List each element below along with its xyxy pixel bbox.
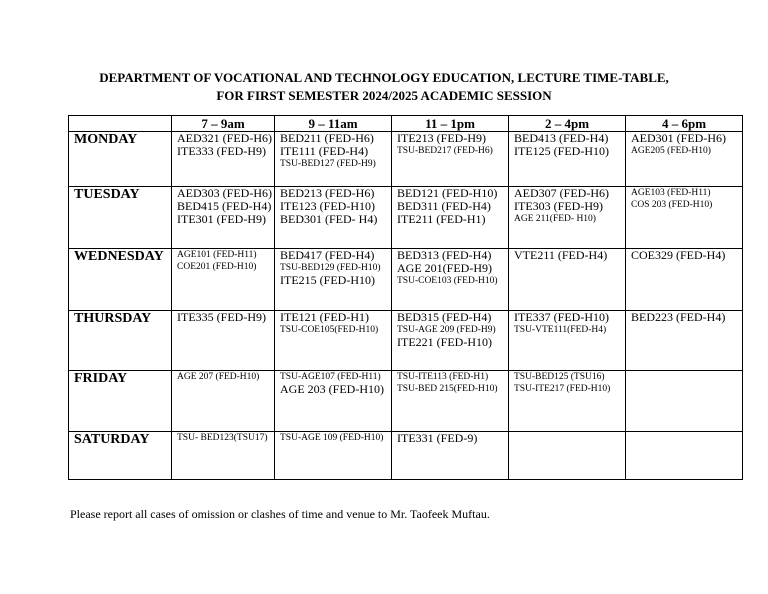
course-entry: TSU-VTE111(FED-H4) [514, 325, 607, 335]
timetable-cell [275, 311, 392, 371]
header-slot-4-6pm: 4 – 6pm [626, 116, 743, 132]
timetable-cell [509, 371, 626, 432]
course-entry: ITE335 (FED-H9) [177, 311, 266, 324]
timetable-row-monday [69, 132, 743, 187]
timetable-cell [626, 311, 743, 371]
timetable-cell [626, 249, 743, 311]
timetable-cell [626, 432, 743, 480]
title-line-2: FOR FIRST SEMESTER 2024/2025 ACADEMIC SESSION [216, 88, 552, 103]
header-slot-7-9am: 7 – 9am [172, 116, 275, 132]
course-entry: COE201 (FED-H10) [177, 262, 257, 272]
course-entry: BED211 (FED-H6) [280, 132, 374, 145]
course-entry: TSU-AGE 109 (FED-H10) [280, 433, 384, 443]
footer-note: Please report all cases of omission or clashes of time and venue to Mr. Taofeek Muftau. [70, 507, 490, 521]
course-entry: BED315 (FED-H4) [397, 311, 492, 324]
course-entry: ITE215 (FED-H10) [280, 274, 375, 287]
header-slot-11-1pm: 11 – 1pm [392, 116, 509, 132]
day-label: WEDNESDAY [69, 249, 172, 311]
course-entry: TSU-BED127 (FED-H9) [280, 159, 376, 169]
day-label: FRIDAY [69, 371, 172, 432]
course-entry: AED301 (FED-H6) [631, 132, 726, 145]
course-entry: ITE123 (FED-H10) [280, 200, 375, 213]
course-entry: TSU-ITE113 (FED-H1) [397, 372, 489, 382]
timetable-header-row [69, 116, 743, 132]
course-entry: AED303 (FED-H6) [177, 187, 272, 200]
course-entry: AGE101 (FED-H11) [177, 250, 257, 260]
course-entry: TSU-BED 215(FED-H10) [397, 384, 498, 394]
header-slot-9-11am: 9 – 11am [275, 116, 392, 132]
timetable-cell [509, 132, 626, 187]
course-entry: BED311 (FED-H4) [397, 200, 491, 213]
course-entry: TSU-ITE217 (FED-H10) [514, 384, 611, 394]
timetable-cell [509, 432, 626, 480]
course-entry: ITE111 (FED-H4) [280, 145, 369, 158]
timetable-row-tuesday [69, 187, 743, 249]
course-entry: BED223 (FED-H4) [631, 311, 726, 324]
course-entry: AGE103 (FED-H11) [631, 188, 711, 198]
timetable-cell [392, 249, 509, 311]
timetable-cell [275, 432, 392, 480]
title-line-1: DEPARTMENT OF VOCATIONAL AND TECHNOLOGY EDUCATION, LECTURE TIME-TABLE, [99, 70, 669, 85]
timetable-row-thursday [69, 311, 743, 371]
timetable-cell [275, 249, 392, 311]
timetable-cell [275, 132, 392, 187]
header-slot-2-4pm: 2 – 4pm [509, 116, 626, 132]
course-entry: TSU-COE103 (FED-H10) [397, 276, 498, 286]
timetable-cell [172, 249, 275, 311]
course-entry: TSU-AGE107 (FED-H11) [280, 372, 381, 382]
course-entry: BED313 (FED-H4) [397, 249, 492, 262]
course-entry: BED213 (FED-H6) [280, 187, 375, 200]
day-label: TUESDAY [69, 187, 172, 249]
course-entry: TSU-AGE 209 (FED-H9) [397, 325, 496, 335]
course-entry: AGE 211(FED- H10) [514, 214, 596, 224]
timetable-cell [275, 371, 392, 432]
day-label: MONDAY [69, 132, 172, 187]
course-entry: BED417 (FED-H4) [280, 249, 375, 262]
day-label: THURSDAY [69, 311, 172, 371]
course-entry: VTE211 (FED-H4) [514, 249, 608, 262]
timetable-cell [626, 187, 743, 249]
document-title [0, 69, 768, 105]
course-entry: AGE 207 (FED-H10) [177, 372, 260, 382]
course-entry: TSU-BED125 (TSU16) [514, 372, 605, 382]
header-corner [69, 116, 172, 132]
course-entry: AED307 (FED-H6) [514, 187, 609, 200]
course-entry: TSU-BED217 (FED-H6) [397, 146, 493, 156]
timetable-cell [626, 132, 743, 187]
timetable-row-friday [69, 371, 743, 432]
course-entry: ITE337 (FED-H10) [514, 311, 609, 324]
course-entry: TSU- BED123(TSU17) [177, 433, 268, 443]
timetable-cell [392, 311, 509, 371]
timetable-cell [275, 187, 392, 249]
course-entry: ITE213 (FED-H9) [397, 132, 486, 145]
timetable-cell [509, 187, 626, 249]
timetable-cell [172, 187, 275, 249]
course-entry: ITE331 (FED-9) [397, 432, 478, 445]
course-entry: ITE211 (FED-H1) [397, 213, 486, 226]
course-entry: BED415 (FED-H4) [177, 200, 272, 213]
timetable-cell [172, 132, 275, 187]
course-entry: ITE125 (FED-H10) [514, 145, 609, 158]
timetable [68, 115, 743, 480]
course-entry: TSU-COE105(FED-H10) [280, 325, 379, 335]
course-entry: BED413 (FED-H4) [514, 132, 609, 145]
course-entry: ITE303 (FED-H9) [514, 200, 603, 213]
course-entry: COS 203 (FED-H10) [631, 200, 713, 210]
course-entry: BED301 (FED- H4) [280, 213, 378, 226]
course-entry: ITE221 (FED-H10) [397, 336, 492, 349]
timetable-cell [509, 311, 626, 371]
timetable-cell [509, 249, 626, 311]
course-entry: BED121 (FED-H10) [397, 187, 498, 200]
day-label: SATURDAY [69, 432, 172, 480]
course-entry: ITE121 (FED-H1) [280, 311, 369, 324]
timetable-cell [626, 371, 743, 432]
timetable-row-saturday [69, 432, 743, 480]
course-entry: ITE333 (FED-H9) [177, 145, 266, 158]
timetable-cell [392, 187, 509, 249]
course-entry: AED321 (FED-H6) [177, 132, 272, 145]
course-entry: ITE301 (FED-H9) [177, 213, 266, 226]
timetable-cell [172, 371, 275, 432]
timetable-cell [172, 311, 275, 371]
timetable-row-wednesday [69, 249, 743, 311]
course-entry: TSU-BED129 (FED-H10) [280, 263, 381, 273]
timetable-cell [392, 132, 509, 187]
course-entry: AGE 201(FED-H9) [397, 262, 492, 275]
course-entry: AGE 203 (FED-H10) [280, 383, 384, 396]
course-entry: AGE205 (FED-H10) [631, 146, 711, 156]
timetable-cell [392, 432, 509, 480]
timetable-cell [172, 432, 275, 480]
timetable-cell [392, 371, 509, 432]
course-entry: COE329 (FED-H4) [631, 249, 726, 262]
